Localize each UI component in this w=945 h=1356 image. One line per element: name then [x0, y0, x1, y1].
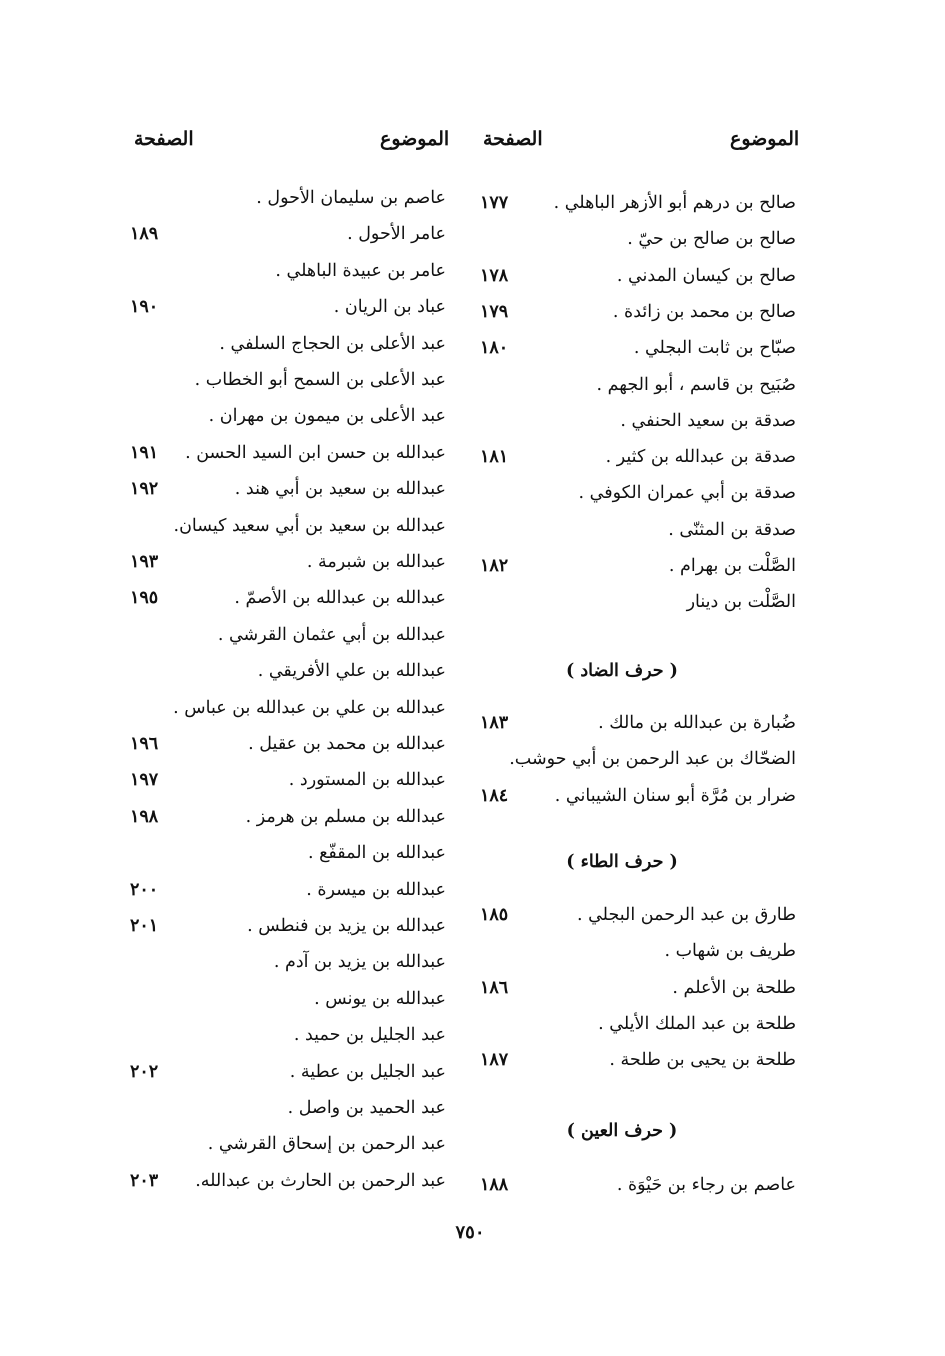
index-entry — [0, 618, 945, 652]
index-entry — [0, 509, 945, 543]
entry-page-number: ١٩٣ — [130, 552, 159, 572]
index-entry — [0, 363, 945, 397]
entry-page-number: ١٨٩ — [130, 224, 159, 245]
entry-name: طلحة بن يحيى بن طلحة . — [609, 1050, 796, 1071]
index-entry — [0, 217, 945, 251]
entry-page-number: ١٧٧ — [480, 193, 509, 213]
entry-name: عاصم بن رجاء بن حَيْوَة . — [616, 1175, 796, 1195]
entry-page-number: ٢٠١ — [130, 916, 159, 936]
entry-name: عبدالله بن المقفّع . — [307, 843, 446, 864]
right-page-header: الصفحة — [483, 128, 543, 150]
entry-name: طارق بن عبد الرحمن البجلي . — [576, 905, 796, 925]
entry-name: عبد الجليل بن حميد . — [293, 1025, 446, 1046]
entry-page-number: ١٨١ — [480, 447, 509, 468]
entry-name: عبدالله بن مسلم بن هرمز . — [245, 806, 446, 827]
entry-page-number: ١٨٢ — [480, 556, 509, 576]
left-page-header: الصفحة — [134, 128, 194, 150]
entry-page-number: ١٨٨ — [480, 1175, 509, 1195]
entry-page-number: ١٩٥ — [130, 588, 159, 609]
entry-name: عبد الرحمن بن إسحاق القرشي . — [207, 1134, 446, 1155]
entry-page-number: ٢٠٠ — [130, 879, 159, 900]
index-entry — [0, 1164, 945, 1198]
entry-page-number: ١٨٧ — [480, 1050, 509, 1071]
entry-page-number: ١٩١ — [130, 442, 159, 463]
section-heading-dad: ( حرف الضاد ) — [566, 661, 678, 681]
index-entry — [0, 290, 945, 324]
entry-name: طلحة بن الأعلم . — [672, 977, 796, 998]
index-entry — [0, 1055, 945, 1089]
entry-name: عباد بن الريان . — [333, 297, 446, 318]
entry-name: صالح بن كيسان المدني . — [616, 265, 796, 286]
index-entry — [0, 399, 945, 433]
entry-name: عبدالله بن علي الأفريقي . — [257, 661, 446, 682]
entry-name: الصَّلْت بن بهرام . — [668, 556, 796, 576]
entry-name: ضُبارة بن عبدالله بن مالك . — [598, 713, 796, 733]
entry-page-number: ١٩٢ — [130, 479, 159, 500]
index-entry — [0, 691, 945, 725]
page-number: ٧٥٠ — [455, 1222, 485, 1243]
index-entry — [0, 763, 945, 797]
entry-name: عامر بن عبيدة الباهلي . — [275, 260, 446, 281]
entry-name: طلحة بن عبد الملك الأيلي . — [598, 1013, 796, 1034]
right-topic-header: الموضوع — [730, 128, 800, 150]
entry-name: صُبَيح بن قاسم ، أبو الجهم . — [596, 374, 796, 395]
entry-name: عبدالله بن يزيد بن فنطس . — [247, 916, 446, 936]
entry-page-number: ١٩٦ — [130, 734, 159, 754]
entry-name: عبد الحميد بن واصل . — [287, 1098, 446, 1118]
entry-name: عبدالله بن المستورد . — [288, 770, 446, 791]
index-entry — [0, 982, 945, 1016]
entry-name: عبد الرحمن بن الحارث بن عبدالله. — [195, 1170, 446, 1191]
entry-name: عبدالله بن ميسرة . — [306, 879, 446, 900]
entry-name: صدقة بن عبدالله بن كثير . — [605, 447, 796, 468]
index-entry — [0, 472, 945, 506]
index-entry — [0, 327, 945, 361]
entry-name: عبدالله بن عبدالله بن الأصمّ . — [234, 588, 446, 609]
entry-page-number: ١٩٨ — [130, 806, 159, 827]
entry-name: عبدالله بن علي بن عبدالله بن عباس . — [173, 697, 446, 718]
index-entry — [0, 545, 945, 579]
entry-name: صدقة بن سعيد الحنفي . — [620, 410, 796, 431]
index-entry — [0, 1091, 945, 1125]
section-heading-ain: ( حرف العين ) — [566, 1121, 678, 1141]
entry-page-number: ١٨٥ — [480, 905, 509, 925]
entry-name: صدقة بن المثنّى . — [668, 519, 796, 540]
entry-page-number: ١٩٠ — [130, 297, 159, 318]
index-entry — [0, 181, 945, 215]
entry-name: عبدالله بن سعيد بن أبي سعيد كيسان. — [173, 515, 446, 536]
entry-name: عبد الأعلى بن السمح أبو الخطاب . — [194, 370, 446, 390]
entry-name: عبدالله بن محمد بن عقيل . — [248, 734, 446, 754]
entry-name: عاصم بن سليمان الأحول . — [256, 188, 446, 208]
entry-name: صدقة بن أبي عمران الكوفي . — [578, 483, 796, 504]
index-entry — [0, 909, 945, 943]
index-entry — [0, 254, 945, 288]
index-entry — [0, 436, 945, 470]
entry-page-number: ١٩٧ — [130, 770, 159, 791]
entry-name: صالح بن صالح بن حيّ . — [627, 229, 796, 250]
entry-name: عبدالله بن يونس . — [314, 988, 446, 1009]
entry-name: عبدالله بن شبرمة . — [306, 552, 446, 572]
entry-name: عبدالله بن أبي عثمان القرشي . — [217, 624, 446, 645]
entry-page-number: ١٧٩ — [480, 301, 509, 322]
entry-name: صبّاح بن ثابت البجلي . — [633, 338, 796, 359]
entry-name: عامر الأحول . — [347, 224, 446, 245]
entry-name: الضحّاك بن عبد الرحمن بن أبي حوشب. — [509, 749, 796, 770]
entry-name: عبدالله بن يزيد بن آدم . — [273, 952, 446, 973]
index-entry — [0, 945, 945, 979]
entry-page-number: ١٨٦ — [480, 977, 509, 998]
entry-name: طريف بن شهاب . — [664, 941, 796, 962]
entry-page-number: ١٨٤ — [480, 785, 509, 806]
entry-name: عبد الأعلى بن ميمون بن مهران . — [208, 406, 446, 427]
entry-name: الصَّلْت بن دينار — [686, 592, 796, 613]
entry-name: صالح بن محمد بن زائدة . — [612, 301, 796, 322]
entry-name: عبدالله بن سعيد بن أبي هند . — [234, 479, 446, 500]
index-entry — [0, 581, 945, 615]
index-entry — [0, 727, 945, 761]
entry-name: صالح بن درهم أبو الأزهر الباهلي . — [553, 193, 796, 213]
entry-page-number: ١٨٣ — [480, 713, 509, 733]
index-entry — [0, 654, 945, 688]
entry-name: عبد الجليل بن عطية . — [289, 1061, 446, 1082]
index-entry — [0, 800, 945, 834]
index-entry — [0, 1018, 945, 1052]
section-heading-ta: ( حرف الطاء ) — [566, 852, 678, 872]
entry-page-number: ١٨٠ — [480, 338, 509, 359]
entry-page-number: ٢٠٢ — [130, 1061, 159, 1082]
left-topic-header: الموضوع — [380, 128, 450, 150]
entry-name: عبد الأعلى بن الحجاج السلفي . — [219, 333, 446, 354]
index-entry — [0, 1127, 945, 1161]
entry-page-number: ٢٠٣ — [130, 1170, 159, 1191]
entry-name: ضرار بن مُرَّة أبو سنان الشيباني . — [554, 785, 796, 806]
index-entry — [0, 873, 945, 907]
entry-name: عبدالله بن حسن ابن السيد الحسن . — [185, 442, 446, 463]
entry-page-number: ١٧٨ — [480, 265, 509, 286]
index-entry — [0, 836, 945, 870]
